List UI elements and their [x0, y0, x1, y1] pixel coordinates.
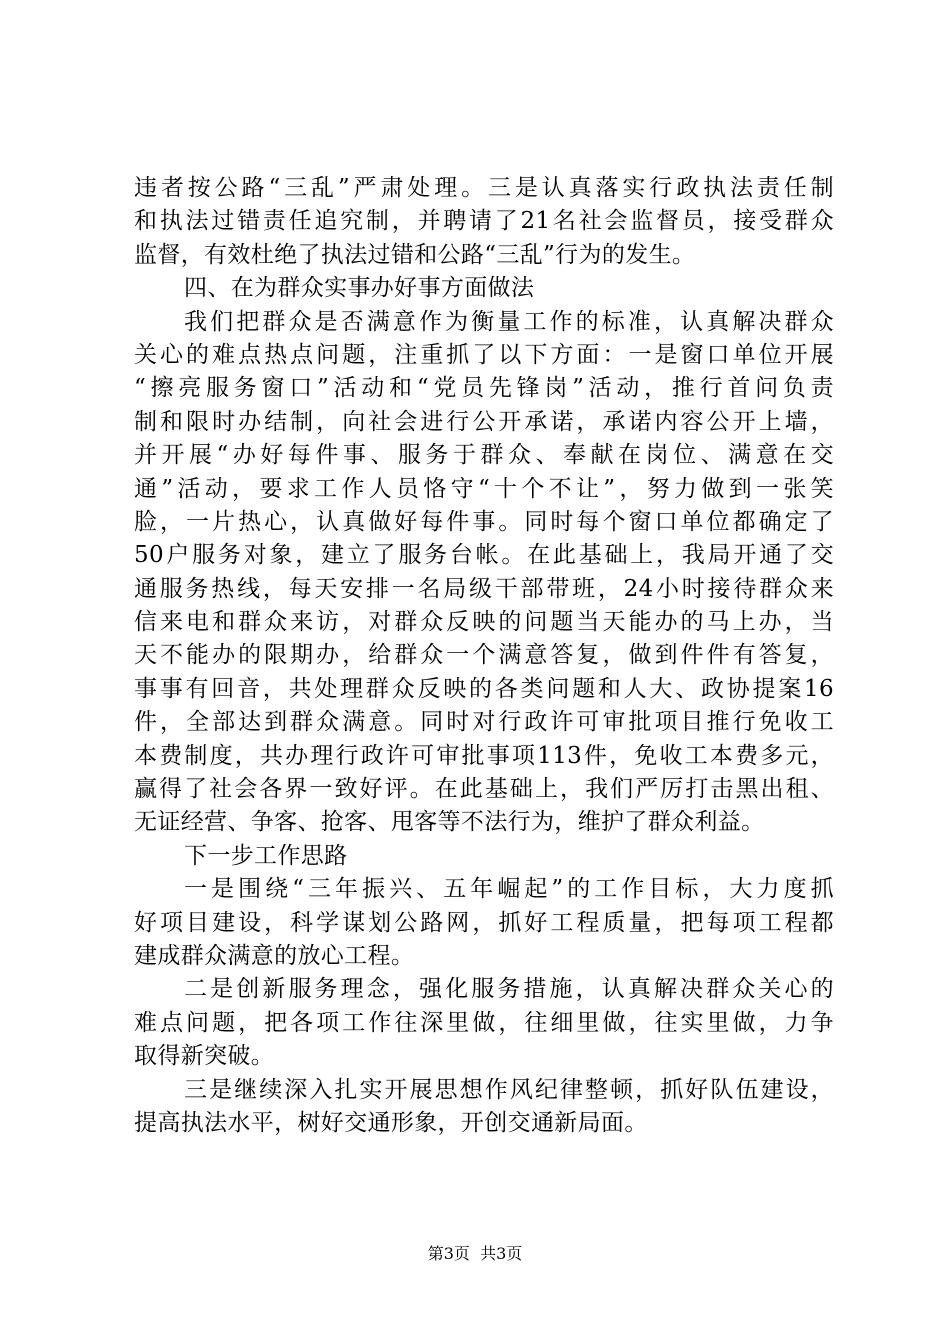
text-line: 三是继续深入扎实开展思想作风纪律整顿，抓好队伍建设， — [184, 1076, 834, 1103]
text-line: 本费制度，共办理行政许可审批事项113件，免收工本费多元， — [134, 742, 834, 769]
text-line: 好项目建设，科学谋划公路网，抓好工程质量，把每项工程都 — [134, 909, 834, 936]
text-line: 和执法过错责任追究制，并聘请了21名社会监督员，接受群众 — [134, 208, 834, 235]
text-line: 提高执法水平，树好交通形象，开创交通新局面。 — [134, 1109, 648, 1136]
text-line: 50户服务对象，建立了服务台帐。在此基础上，我局开通了交 — [134, 542, 834, 569]
document-body — [134, 172, 834, 1140]
section-heading: 四、在为群众实事办好事方面做法 — [184, 275, 535, 302]
text-line: 我们把群众是否满意作为衡量工作的标准，认真解决群众 — [184, 308, 834, 335]
text-line: 监督，有效杜绝了执法过错和公路“三乱”行为的发生。 — [134, 241, 696, 268]
text-line: 脸，一片热心，认真做好每件事。同时每个窗口单位都确定了 — [134, 508, 834, 535]
text-line: 件，全部达到群众满意。同时对行政许可审批项目推行免收工 — [134, 709, 834, 736]
text-line: 天不能办的限期办，给群众一个满意答复，做到件件有答复， — [134, 642, 834, 669]
section-heading: 下一步工作思路 — [184, 842, 348, 869]
text-line: 事事有回音，共处理群众反映的各类问题和人大、政协提案16 — [134, 675, 834, 702]
text-line: 二是创新服务理念，强化服务措施，认真解决群众关心的 — [184, 976, 834, 1003]
text-line: 违者按公路“三乱”严肃处理。三是认真落实行政执法责任制 — [134, 175, 834, 201]
text-line: 关心的难点热点问题，注重抓了以下方面：一是窗口单位开展 — [134, 341, 834, 368]
text-line: 一是围绕“三年振兴、五年崛起”的工作目标，大力度抓 — [184, 876, 834, 903]
text-line: 信来电和群众来访，对群众反映的问题当天能办的马上办，当 — [134, 609, 834, 636]
text-line: 通”活动，要求工作人员恪守“十个不让”，努力做到一张笑 — [134, 475, 834, 502]
text-line: 难点问题，把各项工作往深里做，往细里做，往实里做，力争 — [134, 1009, 834, 1036]
text-line: 赢得了社会各界一致好评。在此基础上，我们严厉打击黑出租、 — [134, 776, 834, 803]
text-line: 取得新突破。 — [134, 1043, 275, 1070]
text-line: 无证经营、争客、抢客、甩客等不法行为，维护了群众利益。 — [134, 809, 765, 836]
text-line: 制和限时办结制，向社会进行公开承诺，承诺内容公开上墙， — [134, 408, 834, 435]
text-line: 并开展“办好每件事、服务于群众、奉献在岗位、满意在交 — [134, 442, 834, 469]
text-line: 建成群众满意的放心工程。 — [134, 942, 415, 969]
text-line: 通服务热线，每天安排一名局级干部带班，24小时接待群众来 — [134, 575, 834, 602]
page-number-footer: 第3页 共3页 — [427, 1244, 523, 1263]
text-line: “擦亮服务窗口”活动和“党员先锋岗”活动，推行首问负责 — [134, 375, 834, 402]
